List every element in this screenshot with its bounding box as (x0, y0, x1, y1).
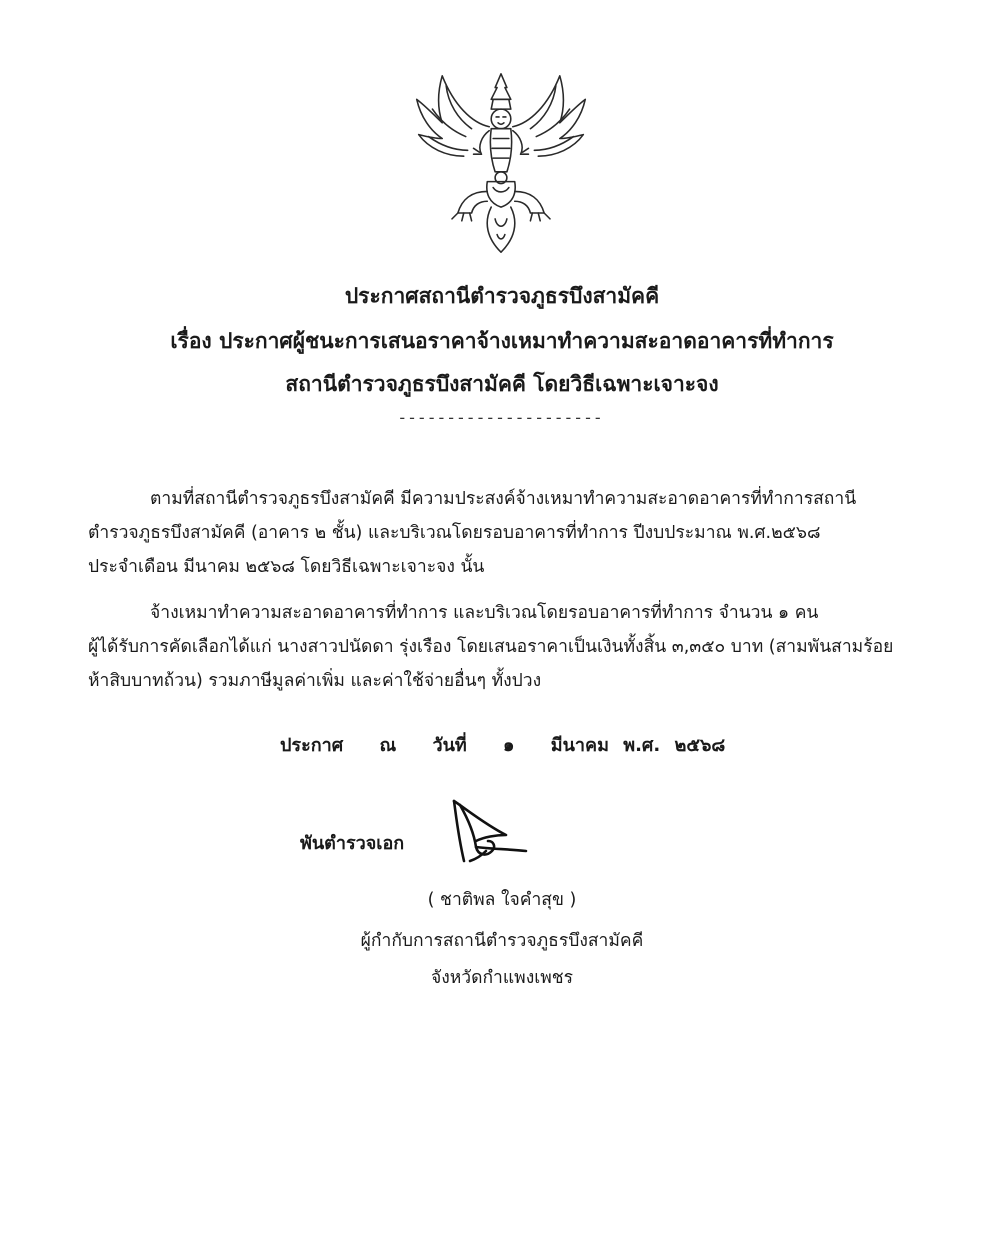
separator: --------------------- (399, 408, 605, 427)
announce-month: มีนาคม (550, 735, 609, 756)
announce-day: ๑ (503, 735, 515, 756)
announce-era: พ.ศ. (623, 735, 661, 756)
paragraph-2 (88, 596, 916, 698)
signer-province: จังหวัดกำแพงเพชร (430, 968, 574, 988)
paragraph-1-line-2: ตำรวจภูธรบึงสามัคคี (อาคาร ๒ ชั้น) และบริเวณโดยรอบอาคารที่ทำการ ปีงบประมาณ พ.ศ.๒๕๖๘ (88, 523, 821, 543)
paragraph-1-line-1: ตามที่สถานีตำรวจภูธรบึงสามัคคี มีความประสงค์จ้างเหมาทำความสะอาดอาคารที่ทำการสถานี (150, 489, 857, 509)
subject-line-2: สถานีตำรวจภูธรบึงสามัคคี โดยวิธีเฉพาะเจาะจง (285, 372, 719, 396)
handwritten-signature (446, 795, 536, 870)
paragraph-2-line-2: ผู้ได้รับการคัดเลือกได้แก่ นางสาวปนัดดา รุ่งเรือง โดยเสนอราคาเป็นเงินทั้งสิ้น ๓,๓๕๐ บาท (สามพันสามร้อย (88, 637, 894, 657)
paragraph-2-line-3: ห้าสิบบาทถ้วน) รวมภาษีมูลค่าเพิ่ม และค่าใช้จ่ายอื่นๆ ทั้งปวง (88, 671, 542, 691)
announcement-date (280, 730, 740, 759)
document-title: ประกาศสถานีตำรวจภูธรบึงสามัคคี (344, 284, 660, 308)
announce-word: ประกาศ (280, 735, 344, 756)
signer-rank: พันตำรวจเอก (300, 833, 405, 854)
signer-position: ผู้กำกับการสถานีตำรวจภูธรบึงสามัคคี (360, 931, 644, 951)
garuda-emblem-icon (403, 66, 599, 262)
subject-line-1: เรื่อง ประกาศผู้ชนะการเสนอราคาจ้างเหมาทำความสะอาดอาคารที่ทำการ (170, 329, 834, 353)
paragraph-1 (88, 482, 916, 584)
announce-at: ณ (379, 735, 397, 756)
paragraph-1-line-3: ประจำเดือน มีนาคม ๒๕๖๘ โดยวิธีเฉพาะเจาะจง นั้น (88, 557, 485, 577)
signer-name: ( ชาติพล ใจคำสุข ) (427, 890, 577, 910)
announce-year: ๒๕๖๘ (674, 735, 726, 756)
paragraph-2-line-1: จ้างเหมาทำความสะอาดอาคารที่ทำการ และบริเวณโดยรอบอาคารที่ทำการ จำนวน ๑ คน (150, 603, 819, 623)
announce-day-label: วันที่ (432, 735, 467, 756)
